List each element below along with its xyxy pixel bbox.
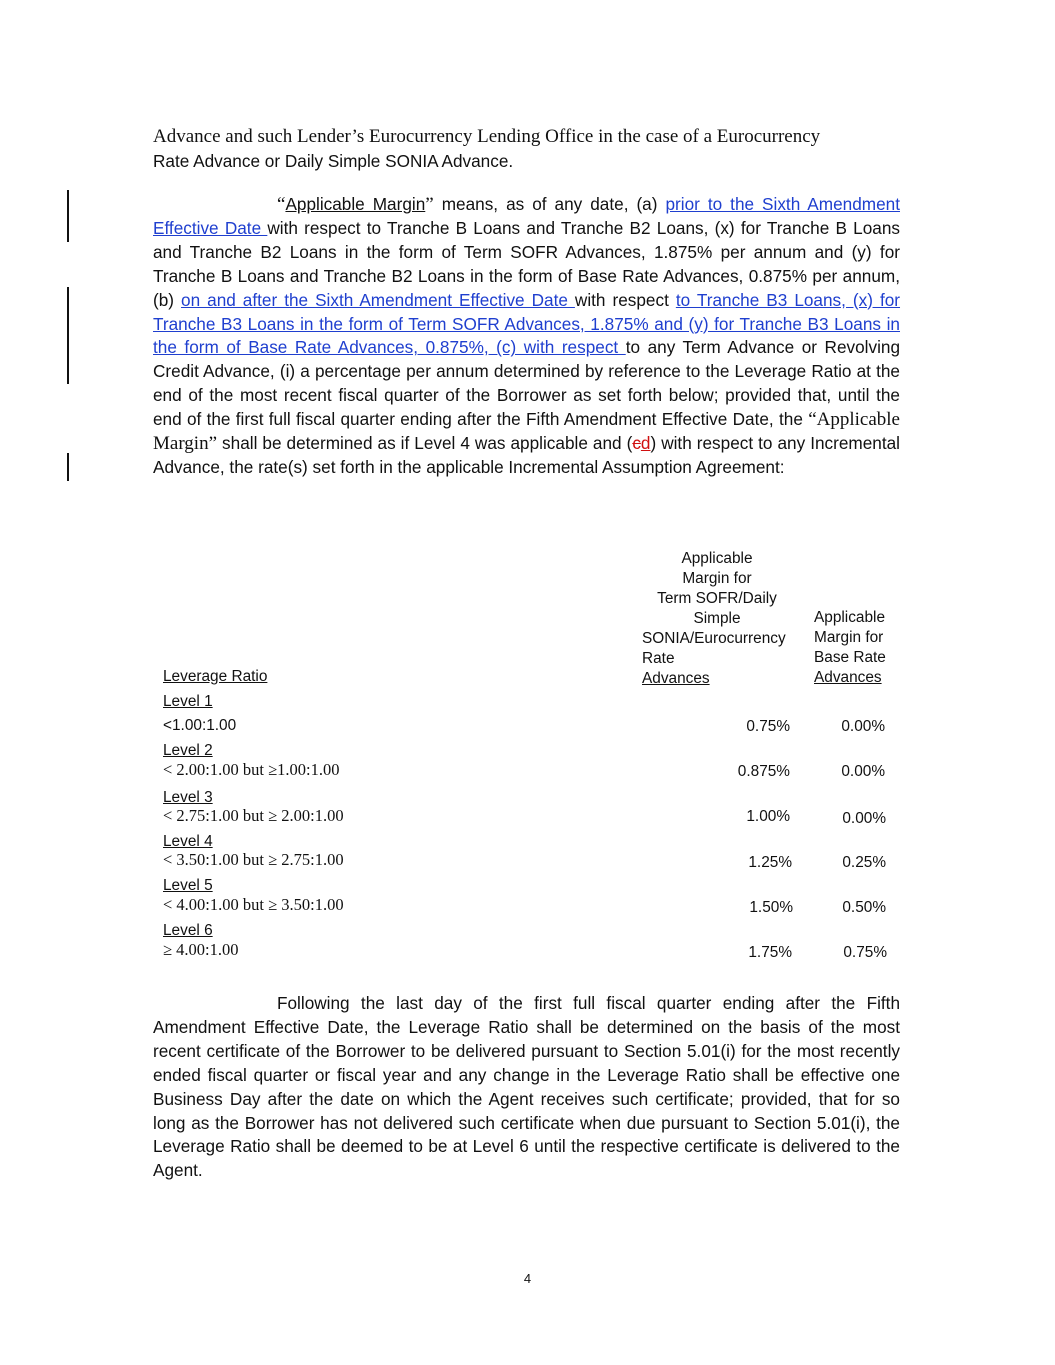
header-line: Margin for xyxy=(814,629,884,646)
level-label: Level 1 xyxy=(163,693,213,710)
ratio-range: < 4.00:1.00 but ≥ 3.50:1.00 xyxy=(163,895,344,914)
close-quote: ” xyxy=(425,194,434,215)
open-quote: “ xyxy=(277,194,286,215)
base-margin-value: 0.00% xyxy=(842,810,886,827)
intro-line-2: Rate Advance or Daily Simple SONIA Advance. xyxy=(153,151,514,171)
inserted-text: on and after the Sixth Amendment Effective Date xyxy=(181,289,575,310)
change-bar xyxy=(67,453,69,481)
sofr-margin-value: 1.00% xyxy=(746,808,790,825)
sofr-margin-value: 1.25% xyxy=(748,854,792,871)
level-label: Level 2 xyxy=(163,742,213,759)
definition-text: to any Term Advance or Revolving Credit Advance, (i) a percentage per annum determined by reference to the Leverage Ratio at the end of the most recent fiscal quarter of the Borrower as set forth below; provided that, until the end of the first full fiscal quarter ending after the Fifth Amendment Effective Date, the xyxy=(153,337,901,430)
definition-text: with respect xyxy=(574,289,676,310)
header-line: Applicable xyxy=(681,550,753,567)
header-line: Base Rate xyxy=(814,649,886,666)
definition-text: with respect to Tranche B Loans and Tranche B2 Loans, (x) for Tranche B Loans and Tranche B2 Loans in the form of Term SOFR Advances, 1.875% per annum and (y) for Tranche B Loans and Tranche B2 Loans in the form of Base Rate Advances, 0.875% per annum, (b) xyxy=(153,217,900,310)
defined-term: Applicable Margin xyxy=(285,194,426,214)
ratio-range: ≥ 4.00:1.00 xyxy=(163,940,239,959)
sofr-margin-value: 0.875% xyxy=(737,763,790,780)
header-line: Advances xyxy=(642,670,710,687)
base-margin-value: 0.50% xyxy=(842,899,886,916)
header-line: Simple xyxy=(693,610,741,627)
definition-text: shall be determined as if Level 4 was applicable and ( xyxy=(217,433,633,454)
intro-paragraph xyxy=(153,125,900,173)
ratio-range: < 2.00:1.00 but ≥1.00:1.00 xyxy=(163,760,340,779)
base-margin-value: 0.75% xyxy=(843,944,887,961)
header-line: SONIA/Eurocurrency xyxy=(642,630,786,647)
change-bar xyxy=(67,287,69,384)
base-margin-value: 0.00% xyxy=(841,718,885,735)
change-bar xyxy=(67,190,69,242)
deleted-text: c xyxy=(632,433,641,454)
ratio-range: < 2.75:1.00 but ≥ 2.00:1.00 xyxy=(163,806,344,825)
inserted-text: prior to the Sixth Amendment Effective Date xyxy=(153,194,900,238)
sofr-margin-value: 0.75% xyxy=(746,718,790,735)
header-line: Term SOFR/Daily xyxy=(657,590,777,607)
inserted-text: to Tranche B3 Loans, (x) for Tranche B3 Loans in the form of Term SOFR Advances, 1.875% and (y) for Tranche B3 Loans in the form of Base Rate Advances, 0.875%, (c) with respect xyxy=(153,289,901,358)
intro-line-1: Advance and such Lender’s Eurocurrency Lending Office in the case of a Eurocurrency xyxy=(153,126,821,147)
sofr-margin-header xyxy=(642,549,802,689)
serif-defined-term: “Applicable Margin” xyxy=(153,409,900,455)
ratio-range: <1.00:1.00 xyxy=(163,717,237,734)
base-margin-value: 0.00% xyxy=(841,763,885,780)
header-line: Rate xyxy=(642,650,675,667)
definition-text: means, as of any date, (a) xyxy=(433,194,666,214)
following-paragraph: Following the last day of the first full fiscal quarter ending after the Fifth Amendment Effective Date, the Leverage Ratio shall be determined on the basis of the most recent certificate of the Borrower to be delivered pursuant to Section 5.01(i) for the most recently ended fiscal quarter or fiscal year and any change in the Leverage Ratio shall be effective one Business Day after the date on which the Agent receives such certificate; provided, that for so long as the Borrower has not delivered such certificate when due pursuant to Section 5.01(i), the Leverage Ratio shall be deemed to be at Level 6 until the respective certificate is delivered to the Agent. xyxy=(153,993,900,1181)
header-line: Advances xyxy=(814,669,882,686)
header-line: Applicable xyxy=(814,609,886,626)
level-label: Level 4 xyxy=(163,833,213,850)
level-label: Level 3 xyxy=(163,789,213,806)
applicable-margin-definition xyxy=(153,193,900,480)
base-rate-margin-header xyxy=(814,608,904,688)
sofr-margin-value: 1.75% xyxy=(748,944,792,961)
level-label: Level 5 xyxy=(163,877,213,894)
header-line: Margin for xyxy=(682,570,752,587)
inserted-text: d xyxy=(640,433,651,454)
base-margin-value: 0.25% xyxy=(842,854,886,871)
definition-text: ) with respect to any Incremental Advance, the rate(s) set forth in the applicable Incremental Assumption Agreement: xyxy=(153,433,900,477)
page-number: 4 xyxy=(523,1271,532,1286)
level-label: Level 6 xyxy=(163,922,213,939)
sofr-margin-value: 1.50% xyxy=(749,899,793,916)
ratio-range: < 3.50:1.00 but ≥ 2.75:1.00 xyxy=(163,850,344,869)
leverage-ratio-header: Leverage Ratio xyxy=(163,668,268,685)
